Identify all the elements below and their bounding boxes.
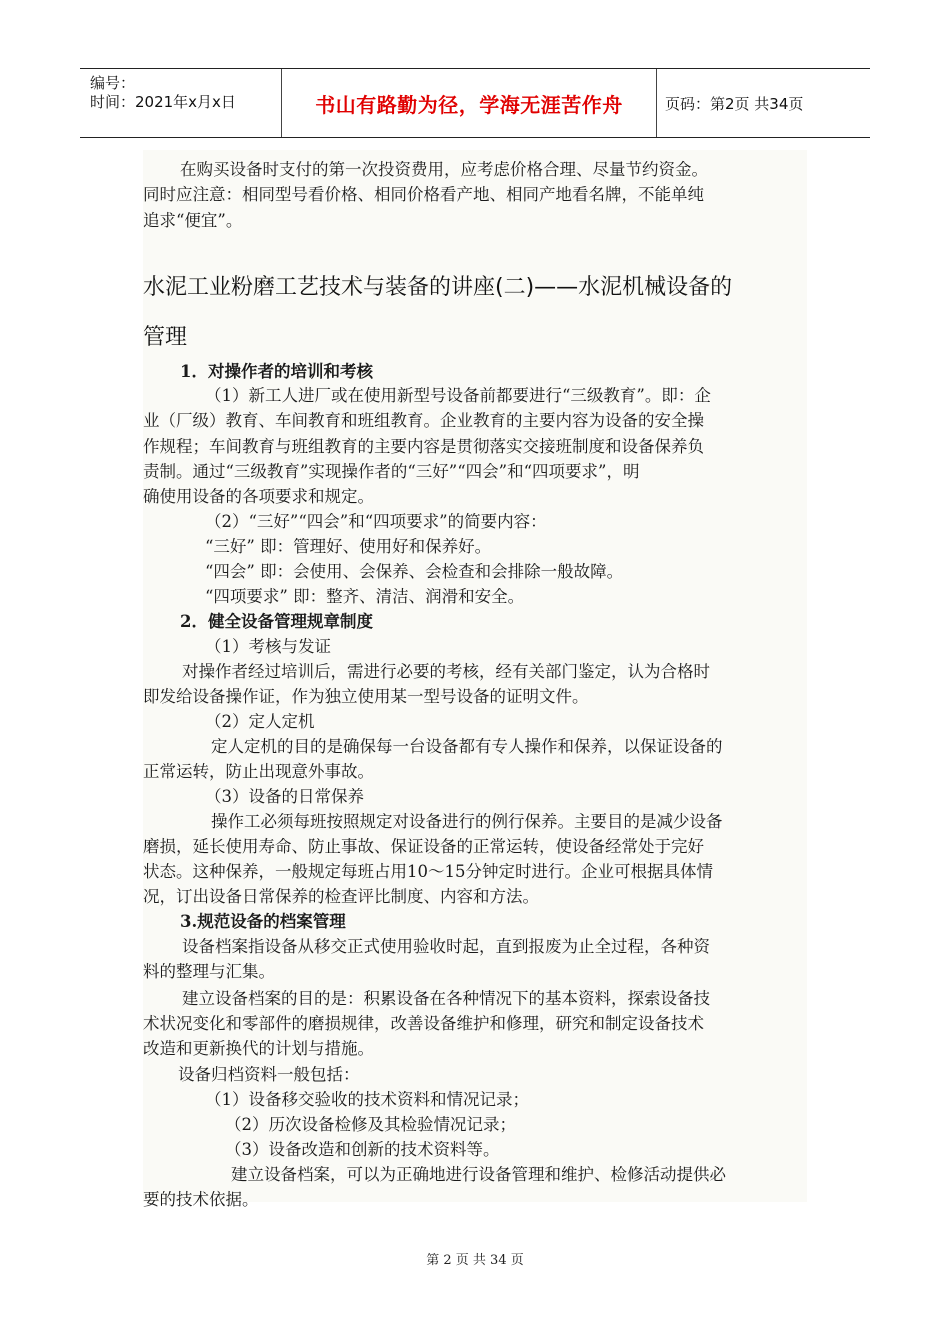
s3-p4-line-2: 要的技术依据。 <box>143 1190 259 1209</box>
s2-p2-line-1: 定人定机的目的是确保每一台设备都有专人操作和保养，以保证设备的 <box>211 737 723 756</box>
s1-p1-line-1: （1）新工人进厂或在使用新型号设备前都要进行“三级教育”。即：企 <box>205 386 711 405</box>
motto: 书山有路勤为径，学海无涯苦作舟 <box>315 93 623 117</box>
s1-p4: “四会” 即：会使用、会保养、会检查和会排除一般故障。 <box>205 562 624 581</box>
s3-list-2: （2）历次设备检修及其检验情况记录； <box>225 1115 516 1134</box>
s1-p1-line-5: 确使用设备的各项要求和规定。 <box>143 487 374 506</box>
s1-p1-line-4: 责制。通过“三级教育”实现操作者的“三好”“四会”和“四项要求”，明 <box>143 462 640 481</box>
s3-list-3: （3）设备改造和创新的技术资料等。 <box>225 1140 500 1159</box>
s2-p3-line-1: 操作工必须每班按照规定对设备进行的例行保养。主要目的是减少设备 <box>211 812 723 831</box>
s1-p1-line-3: 作规程；车间教育与班组教育的主要内容是贯彻落实交接班制度和设备保养负 <box>143 437 704 456</box>
intro-line-1: 在购买设备时支付的第一次投资费用，应考虑价格合理、尽量节约资金。 <box>180 160 708 179</box>
s1-p5: “四项要求” 即：整齐、清洁、润滑和安全。 <box>205 587 525 606</box>
intro-line-2: 同时应注意：相同型号看价格、相同价格看产地、相同产地看名牌，不能单纯 <box>143 185 704 204</box>
s3-p3: 设备归档资料一般包括： <box>178 1065 360 1084</box>
doc-number-label: 编号： <box>90 74 136 92</box>
article-title-line-1: 水泥工业粉磨工艺技术与装备的讲座(二)——水泥机械设备的 <box>143 275 733 300</box>
page-code: 页码：第2页 共34页 <box>665 95 804 113</box>
s2-p1-line-2: 即发给设备操作证，作为独立使用某一型号设备的证明文件。 <box>143 687 589 706</box>
s2-sub1: （1）考核与发证 <box>205 637 331 656</box>
section-1-heading: 1．对操作者的培训和考核 <box>180 362 373 381</box>
intro-line-3: 追求“便宜”。 <box>143 211 243 230</box>
s3-p1-line-1: 设备档案指设备从移交正式使用验收时起，直到报废为止全过程，各种资 <box>182 937 710 956</box>
s2-sub2: （2）定人定机 <box>205 712 315 731</box>
s2-p3-line-3: 状态。这种保养，一般规定每班占用10～15分钟定时进行。企业可根据具体情 <box>143 862 713 881</box>
header-table <box>80 68 870 138</box>
section-3-heading: 3.规范设备的档案管理 <box>180 912 346 931</box>
s1-p2: （2）“三好”“四会”和“四项要求”的简要内容： <box>205 512 547 531</box>
s3-p2-line-3: 改造和更新换代的计划与措施。 <box>143 1039 374 1058</box>
s3-p2-line-1: 建立设备档案的目的是：积累设备在各种情况下的基本资料，探索设备技 <box>182 989 710 1008</box>
s3-p1-line-2: 料的整理与汇集。 <box>143 962 275 981</box>
page-footer: 第 2 页 共 34 页 <box>426 1253 524 1268</box>
s3-p4-line-1: 建立设备档案，可以为正确地进行设备管理和维护、检修活动提供必 <box>231 1165 726 1184</box>
section-2-heading: 2．健全设备管理规章制度 <box>180 612 373 631</box>
s3-list-1: （1）设备移交验收的技术资料和情况记录； <box>205 1090 529 1109</box>
doc-date: 时间：2021年x月x日 <box>90 93 236 111</box>
s2-p2-line-2: 正常运转，防止出现意外事故。 <box>143 762 374 781</box>
document-body <box>143 150 807 1209</box>
article-title-line-2: 管理 <box>143 325 188 350</box>
s2-sub3: （3）设备的日常保养 <box>205 787 364 806</box>
header-page-cell <box>657 69 870 137</box>
s2-p3-line-4: 况，订出设备日常保养的检查评比制度、内容和方法。 <box>143 887 539 906</box>
header-motto-cell <box>282 69 657 137</box>
s2-p3-line-2: 磨损，延长使用寿命、防止事故、保证设备的正常运转，使设备经常处于完好 <box>143 837 704 856</box>
s3-p2-line-2: 术状况变化和零部件的磨损规律，改善设备维护和修理，研究和制定设备技术 <box>143 1014 704 1033</box>
s1-p1-line-2: 业（厂级）教育、车间教育和班组教育。企业教育的主要内容为设备的安全操 <box>143 411 704 430</box>
header-meta-cell <box>80 69 282 137</box>
s1-p3: “三好” 即：管理好、使用好和保养好。 <box>205 537 492 556</box>
s2-p1-line-1: 对操作者经过培训后，需进行必要的考核，经有关部门鉴定，认为合格时 <box>182 662 710 681</box>
